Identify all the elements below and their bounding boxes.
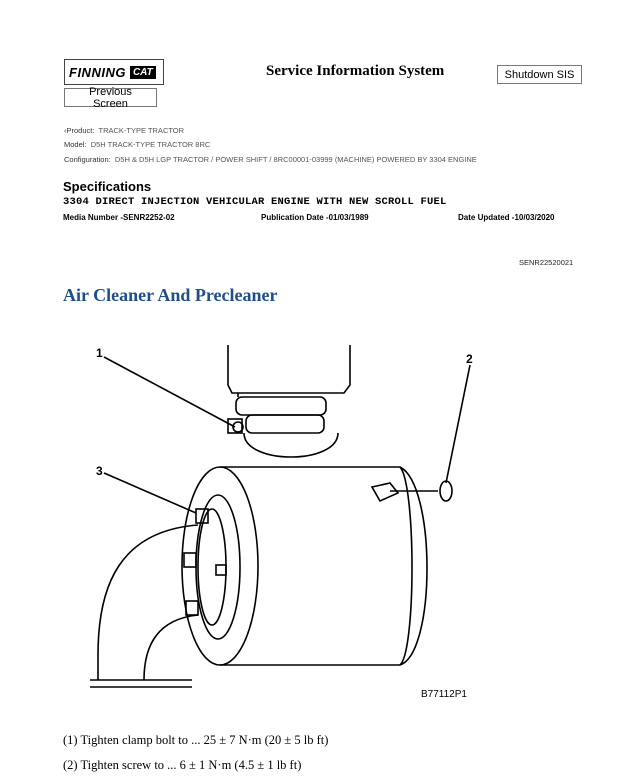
callout-3: 3 bbox=[96, 464, 103, 478]
document-subheading: 3304 DIRECT INJECTION VEHICULAR ENGINE WITH NEW SCROLL FUEL bbox=[63, 196, 447, 208]
model-line bbox=[64, 140, 210, 149]
shutdown-sis-button[interactable]: Shutdown SIS bbox=[497, 65, 582, 84]
callout-1: 1 bbox=[96, 346, 103, 360]
product-value: TRACK-TYPE TRACTOR bbox=[98, 126, 185, 135]
configuration-line bbox=[64, 155, 477, 164]
finning-cat-logo bbox=[64, 59, 164, 85]
logo-text: FINNING bbox=[69, 64, 126, 80]
date-updated: Date Updated -10/03/2020 bbox=[458, 213, 555, 222]
model-label: Model: bbox=[64, 140, 87, 149]
cat-badge: CAT bbox=[130, 66, 156, 79]
callout-2: 2 bbox=[466, 352, 473, 366]
step-1: (1) Tighten clamp bolt to ... 25 ± 7 N·m (20 ± 5 lb ft) bbox=[63, 733, 329, 747]
specifications-heading: Specifications bbox=[63, 179, 152, 194]
config-value: D5H & D5H LGP TRACTOR / POWER SHIFT / 8RC00001-03999 (MACHINE) POWERED BY 3304 ENGINE bbox=[114, 155, 477, 164]
document-id: SENR22520021 bbox=[519, 258, 574, 267]
media-number: Media Number -SENR2252-02 bbox=[63, 213, 175, 222]
publication-date: Publication Date -01/03/1989 bbox=[261, 213, 369, 222]
product-label: Product: bbox=[66, 126, 95, 135]
product-line bbox=[64, 126, 184, 135]
model-value: D5H TRACK-TYPE TRACTOR 8RC bbox=[90, 140, 211, 149]
previous-screen-button[interactable]: Previous Screen bbox=[64, 88, 157, 107]
figure-code: B77112P1 bbox=[421, 689, 467, 700]
air-cleaner-illustration bbox=[60, 335, 500, 695]
back-chevron-icon[interactable]: ‹ bbox=[64, 126, 67, 135]
config-label: Configuration: bbox=[64, 155, 111, 164]
system-title: Service Information System bbox=[266, 63, 445, 79]
section-title: Air Cleaner And Precleaner bbox=[63, 285, 278, 305]
step-2: (2) Tighten screw to ... 6 ± 1 N·m (4.5 ± 1 lb ft) bbox=[63, 758, 302, 772]
